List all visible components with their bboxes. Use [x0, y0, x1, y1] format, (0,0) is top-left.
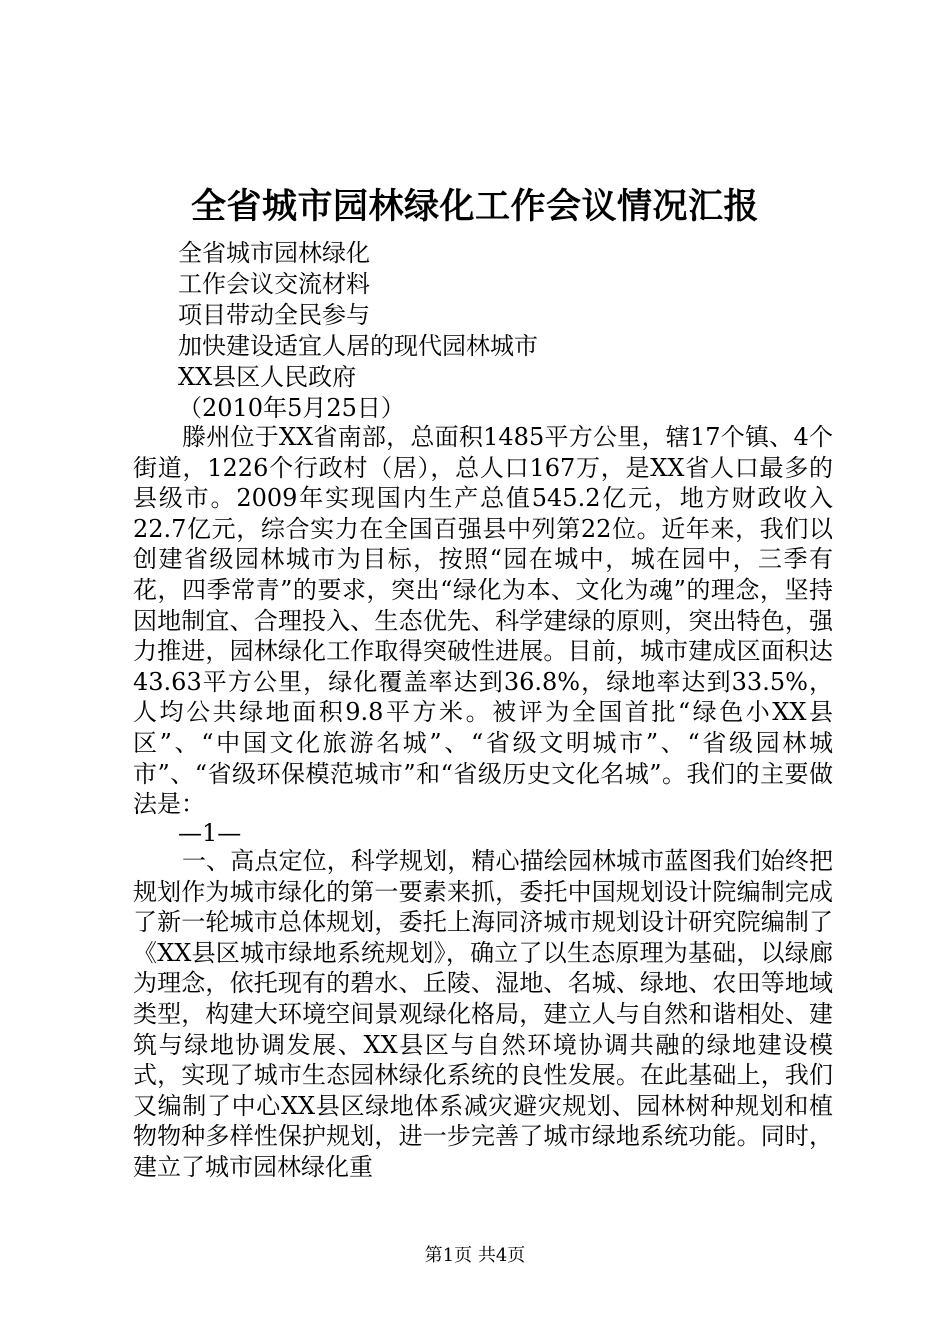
header-lines [178, 238, 538, 424]
body-section-1 [133, 422, 833, 820]
page-footer: 第1页 共4页 [424, 1245, 526, 1266]
body-paragraph: 一、高点定位，科学规划，精心描绘园林城市蓝图我们始终把规划作为城市绿化的第一要素来抓，委托中国规划设计院编制完成了新一轮城市总体规划，委托上海同济城市规划设计研究院编制了《XX县区城市绿地系统规划》，确立了以生态原理为基础，以绿廊为理念，依托现有的碧水、丘陵、湿地、名城、绿地、农田等地域类型，构建大环境空间景观绿化格局，建立人与自然和谐相处、建筑与绿地协调发展、XX县区与自然环境协调共融的绿地建设模式，实现了城市生态园林绿化系统的良性发展。在此基础上，我们又编制了中心XX县区绿地体系减灾避灾规划、园林树种规划和植物物种多样性保护规划，进一步完善了城市绿地系统功能。同时，建立了城市园林绿化重 [133, 847, 833, 1181]
header-line: 加快建设适宜人居的现代园林城市 [178, 332, 538, 360]
page-number-mark: —1— [178, 819, 242, 847]
document-title: 全省城市园林绿化工作会议情况汇报 [190, 186, 759, 227]
header-line: 全省城市园林绿化 [178, 239, 370, 267]
body-section-2 [133, 846, 833, 1183]
header-line: 工作会议交流材料 [178, 270, 370, 298]
header-line-date: （2010年5月25日） [178, 394, 405, 422]
header-line: XX县区人民政府 [178, 363, 357, 391]
header-line: 项目带动全民参与 [178, 301, 370, 329]
body-paragraph: 滕州位于XX省南部，总面积1485平方公里，辖17个镇、4个街道，1226个行政村（居），总人口167万，是XX省人口最多的县级市。2009年实现国内生产总值545.2亿元，地方财政收入22.7亿元，综合实力在全国百强县中列第22位。近年来，我们以创建省级园林城市为目标，按照“园在城中，城在园中，三季有花，四季常青”的要求，突出“绿化为本、文化为魂”的理念，坚持因地制宜、合理投入、生态优先、科学建绿的原则，突出特色，强力推进，园林绿化工作取得突破性进展。目前，城市建成区面积达43.63平方公里，绿化覆盖率达到36.8%，绿地率达到33.5%，人均公共绿地面积9.8平方米。被评为全国首批“绿色小XX县区”、“中国文化旅游名城”、“省级文明城市”、“省级园林城市”、“省级环保模范城市”和“省级历史文化名城”。我们的主要做法是： [133, 423, 833, 819]
